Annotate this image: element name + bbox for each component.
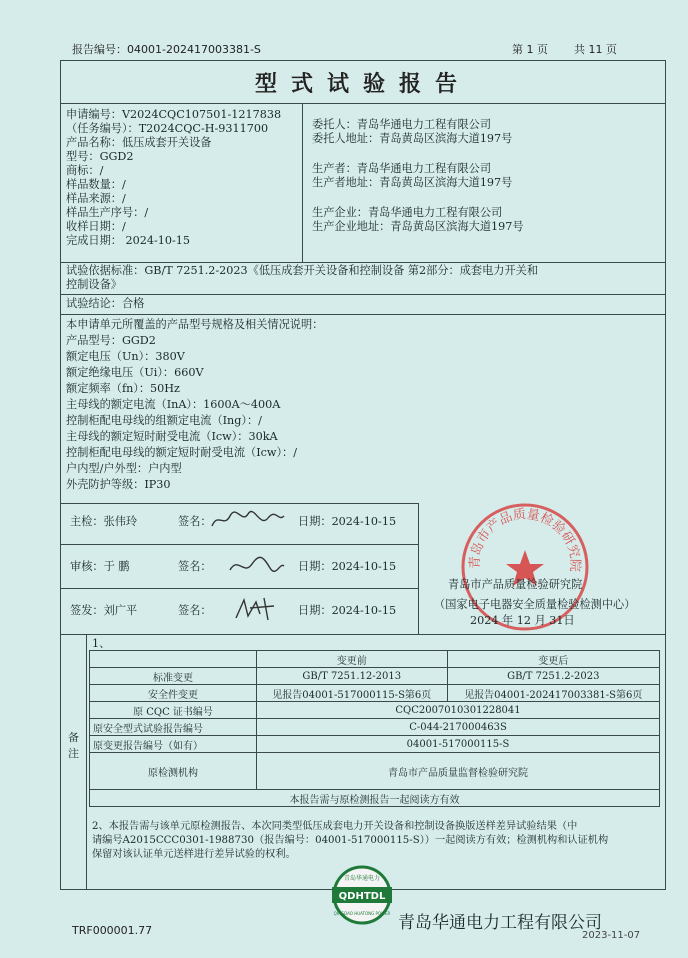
spec-list bbox=[66, 317, 323, 493]
spec-model: 产品型号：GGD2 bbox=[66, 334, 156, 347]
table-row bbox=[90, 790, 660, 807]
issuer-signature-icon bbox=[230, 594, 280, 624]
spec-distribution-short-time: 控制柜配电母线的额定短时耐受电流（Icw）：/ bbox=[66, 446, 297, 459]
product-name: 产品名称：低压成套开关设备 bbox=[66, 136, 212, 149]
logo-top-text: 青岛华通电力 bbox=[343, 875, 381, 882]
reviewer-date: 日期：2024-10-15 bbox=[298, 560, 397, 573]
page-number: 第 1 页 bbox=[512, 43, 548, 56]
revision-table bbox=[89, 650, 660, 807]
client-address: 委托人地址：青岛黄岛区滨海大道197号 bbox=[312, 132, 513, 145]
issuer-date: 日期：2024-10-15 bbox=[298, 604, 397, 617]
spec-ip-rating: 外壳防护等级：IP30 bbox=[66, 478, 171, 491]
basis-line-1: 试验依据标准：GB/T 7251.2-2023《低压成套开关设备和控制设备 第2部分：成套电力开关和 bbox=[66, 264, 539, 277]
spec-intro: 本申请单元所覆盖的产品型号规格及相关情况说明： bbox=[66, 318, 324, 331]
spec-short-time-current: 主母线的额定短时耐受电流（Icw）：30kA bbox=[66, 430, 278, 443]
application-number: 申请编号：V2024CQC107501-1217838 bbox=[66, 108, 282, 121]
inspector: 主检：张伟玲 bbox=[70, 515, 138, 528]
client: 委托人：青岛华通电力工程有限公司 bbox=[312, 118, 492, 131]
sample-serial: 样品生产序号：/ bbox=[66, 206, 149, 219]
producer: 生产者：青岛华通电力工程有限公司 bbox=[312, 162, 492, 175]
remark-1: 1、 bbox=[92, 637, 111, 650]
title-bar bbox=[60, 60, 666, 104]
reviewer: 审核：于 鹏 bbox=[70, 560, 130, 573]
completion-date: 完成日期： 2024-10-15 bbox=[66, 234, 190, 247]
table-footnote: 本报告需与原检测报告一起阅读方有效 bbox=[90, 790, 660, 807]
inspector-date: 日期：2024-10-15 bbox=[298, 515, 397, 528]
sample-source: 样品来源：/ bbox=[66, 192, 126, 205]
right-info bbox=[312, 118, 524, 234]
inspector-signature-icon bbox=[208, 506, 288, 534]
company-logo-icon bbox=[328, 865, 396, 925]
spec-distribution-current: 控制柜配电母线的组额定电流（Ing）：/ bbox=[66, 414, 262, 427]
task-number: （任务编号）：T2024CQC-H-9311700 bbox=[66, 122, 269, 135]
factory-address: 生产企业地址：青岛黄岛区滨海大道197号 bbox=[312, 220, 524, 233]
logo-bottom-text: QINGDAO HUATONG POWER bbox=[333, 911, 391, 916]
spec-frequency: 额定频率（fn）：50Hz bbox=[66, 382, 180, 395]
institute-name: 青岛市产品质量检验研究院 bbox=[448, 578, 583, 591]
page-total: 共 11 页 bbox=[574, 43, 617, 56]
table-row: 安全件变更 见报告04001-517000115-S第6页 见报告04001-202417003381-S第6页 bbox=[90, 685, 660, 702]
form-number: TRF000001.77 bbox=[72, 924, 153, 937]
inspector-sign-label: 签名： bbox=[178, 515, 212, 528]
report-number: 报告编号：04001-202417003381-S bbox=[72, 43, 261, 56]
remark-2: 2、本报告需与该单元原检测报告、本次同类型低压成套电力开关设备和控制设备换版送样差异试验结果（中 请编号A2015CCC0301-1988730（报告编号：04001-517000115-S））一起阅读方有效；检测机构和认证机构 保留对该认证单元送样进行差异试验的权利。 bbox=[92, 821, 609, 860]
test-conclusion: 试验结论：合格 bbox=[66, 297, 145, 310]
spec-rated-voltage: 额定电压（Un）：380V bbox=[66, 350, 185, 363]
reviewer-signature-icon bbox=[226, 552, 286, 580]
page-title: 型式试验报告 bbox=[254, 71, 471, 97]
trademark: 商标：/ bbox=[66, 164, 104, 177]
print-date: 2023-11-07 bbox=[582, 930, 641, 941]
issuer: 签发：刘广平 bbox=[70, 604, 138, 617]
basis-line-2: 控制设备》 bbox=[66, 278, 122, 291]
test-basis bbox=[66, 264, 538, 292]
stamp-text: 青岛市产品质量检验研究院 bbox=[467, 507, 583, 572]
sample-quantity: 样品数量：/ bbox=[66, 178, 126, 191]
receive-date: 收样日期：/ bbox=[66, 220, 126, 233]
table-row: 标准变更 GB/T 7251.12-2013 GB/T 7251.2-2023 bbox=[90, 668, 660, 685]
institute-date: 2024 年 12 月 31日 bbox=[470, 614, 575, 627]
producer-address: 生产者地址：青岛黄岛区滨海大道197号 bbox=[312, 176, 513, 189]
column-before: 变更前 bbox=[257, 651, 448, 668]
spec-insulation-voltage: 额定绝缘电压（Ui）：660V bbox=[66, 366, 204, 379]
column-after: 变更后 bbox=[447, 651, 659, 668]
left-info bbox=[66, 108, 281, 248]
issuer-sign-label: 签名： bbox=[178, 604, 212, 617]
spec-indoor-outdoor: 户内型/户外型：户内型 bbox=[66, 462, 182, 475]
table-row: 原安全型式试验报告编号 C-044-217000463S bbox=[90, 719, 660, 736]
reviewer-sign-label: 签名： bbox=[178, 560, 212, 573]
logo-text: QDHTDL bbox=[338, 891, 386, 902]
institute-center: （国家电子电器安全质量检验检测中心） bbox=[434, 598, 636, 611]
table-row: 原变更报告编号（如有） 04001-517000115-S bbox=[90, 736, 660, 753]
remarks-label: 备注 bbox=[68, 731, 79, 760]
table-row: 原 CQC 证书编号 CQC2007010301228041 bbox=[90, 702, 660, 719]
model: 型号：GGD2 bbox=[66, 150, 134, 163]
table-row: 原检测机构 青岛市产品质量监督检验研究院 bbox=[90, 753, 660, 790]
spec-main-busbar-current: 主母线的额定电流（InA）：1600A～400A bbox=[66, 398, 281, 411]
factory: 生产企业：青岛华通电力工程有限公司 bbox=[312, 206, 503, 219]
company-name: 青岛华通电力工程有限公司 bbox=[398, 913, 602, 933]
